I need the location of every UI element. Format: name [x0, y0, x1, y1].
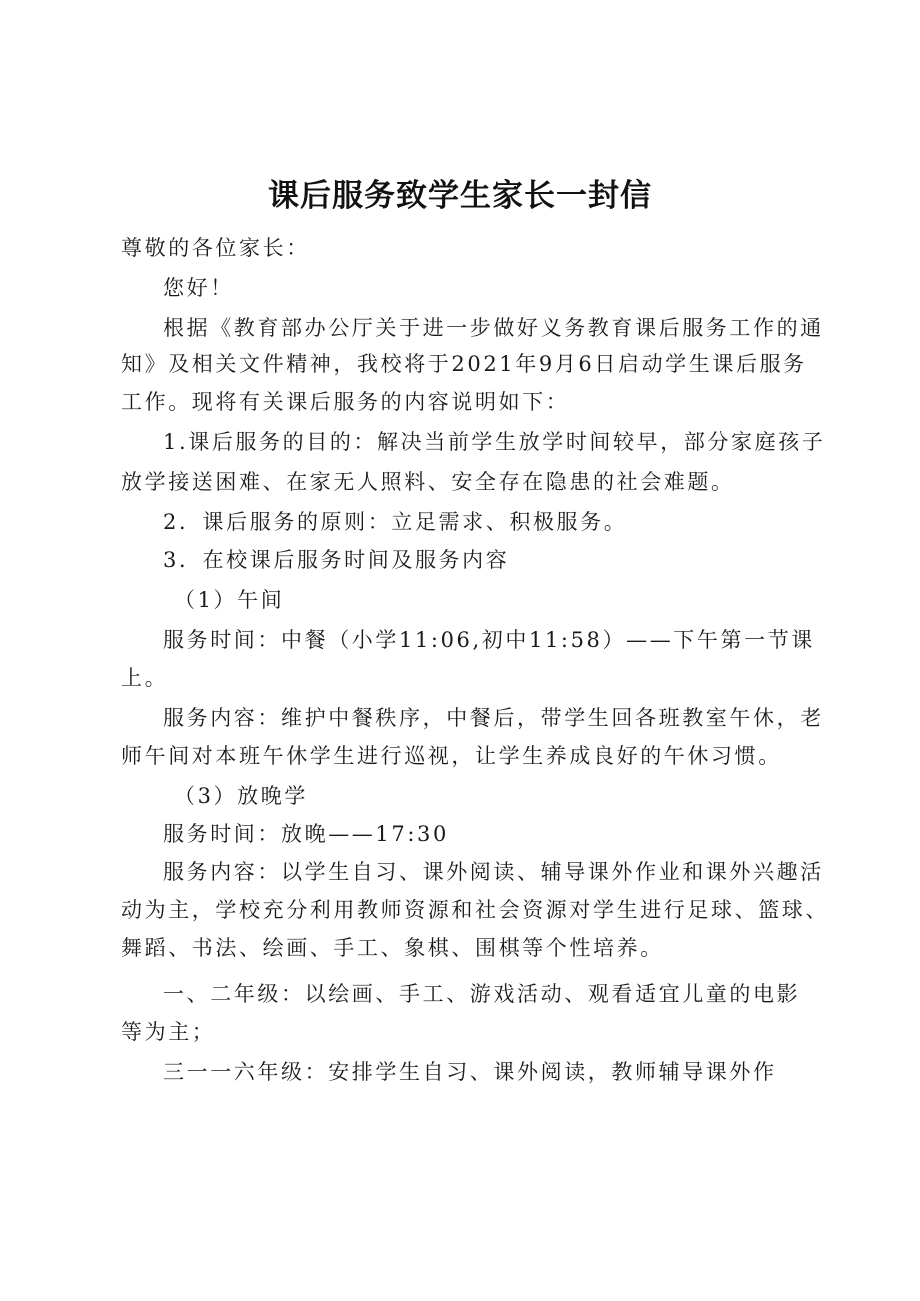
paragraph-line: 动为主，学校充分利用教师资源和社会资源对学生进行足球、篮球、: [121, 898, 829, 922]
paragraph-line: 2．课后服务的原则：立足需求、积极服务。: [163, 510, 628, 534]
paragraph-line: 知》及相关文件精神，我校将于2021年9月6日启动学生课后服务: [121, 352, 807, 376]
paragraph-line: 工作。现将有关课后服务的内容说明如下：: [121, 390, 570, 414]
paragraph-line: 一、二年级：以绘画、手工、游戏活动、观看适宜儿童的电影: [163, 982, 801, 1006]
paragraph-line: 师午间对本班午休学生进行巡视，让学生养成良好的午休习惯。: [121, 744, 782, 768]
section-heading: （1）午间: [174, 588, 285, 612]
paragraph-line: 等为主；: [121, 1020, 216, 1044]
paragraph-line: 放学接送困难、在家无人照料、安全存在隐患的社会难题。: [121, 470, 735, 494]
document-title: 课后服务致学生家长一封信: [268, 178, 652, 214]
paragraph-line: 三一一六年级：安排学生自习、课外阅读，教师辅导课外作: [163, 1060, 777, 1084]
paragraph-line: 根据《教育部办公厅关于进一步做好义务教育课后服务工作的通: [163, 316, 824, 340]
paragraph-line: 上。: [121, 666, 169, 690]
hello-line: 您好！: [163, 276, 234, 300]
paragraph-line: 服务时间：中餐（小学11:06,初中11:58）——下午第一节课: [163, 628, 815, 652]
paragraph-line: 3．在校课后服务时间及服务内容: [163, 548, 510, 572]
section-heading: （3）放晚学: [174, 784, 308, 808]
paragraph-line: 服务内容：以学生自习、课外阅读、辅导课外作业和课外兴趣活: [163, 860, 824, 884]
paragraph-line: 服务时间：放晚——17:30: [163, 822, 449, 846]
greeting: 尊敬的各位家长：: [121, 236, 310, 260]
paragraph-line: 服务内容：维护中餐秩序，中餐后，带学生回各班教室午休，老: [163, 706, 824, 730]
paragraph-line: 1.课后服务的目的：解决当前学生放学时间较早，部分家庭孩子: [163, 430, 826, 454]
paragraph-line: 舞蹈、书法、绘画、手工、象棋、围棋等个性培养。: [121, 936, 664, 960]
